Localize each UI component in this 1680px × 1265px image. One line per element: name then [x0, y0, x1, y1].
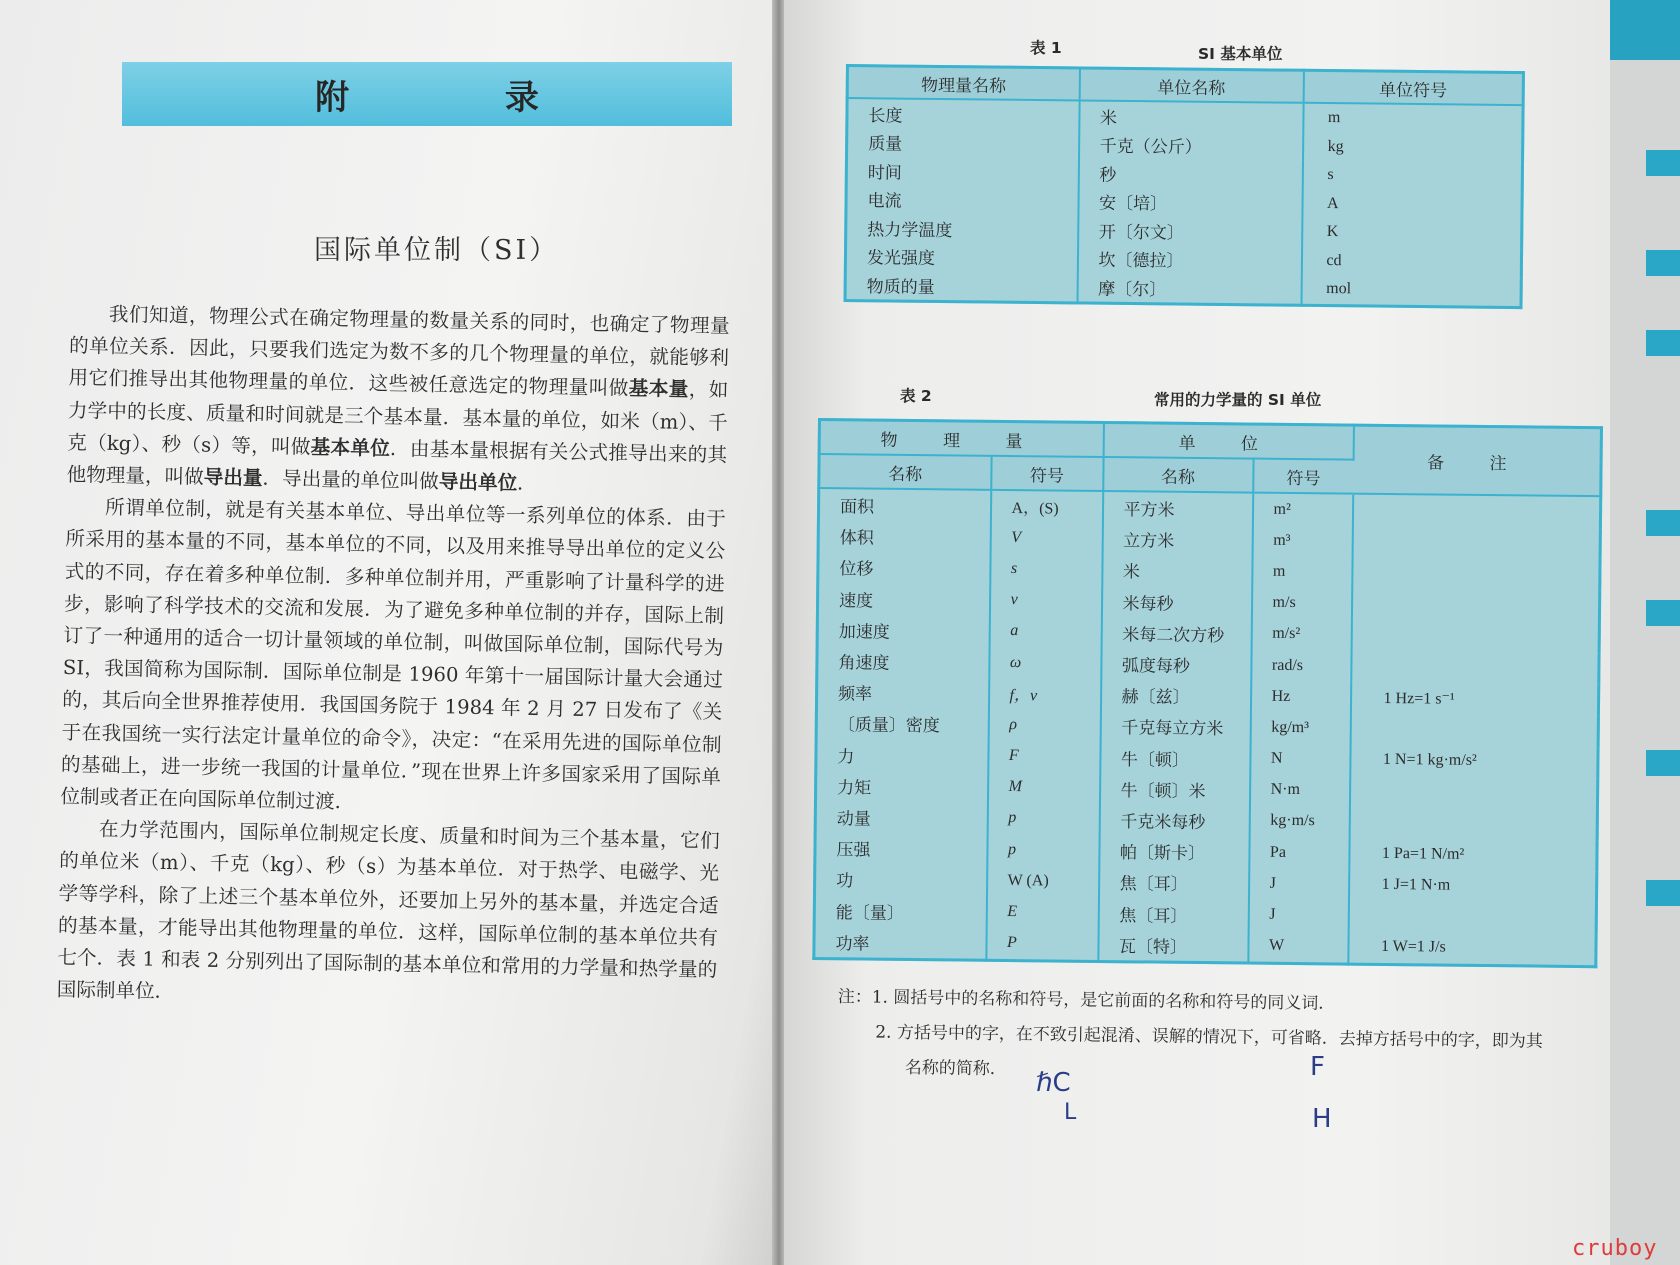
quantity-symbol-cell: A，(S)	[990, 490, 1102, 523]
quantity-name-cell: 发光强度	[845, 242, 1077, 273]
quantity-name-cell: 物质的量	[845, 270, 1077, 302]
unit-symbol-cell: rad/s	[1251, 649, 1351, 681]
remark-cell: 1 W=1 J/s	[1380, 938, 1446, 956]
quantity-symbol-cell: E	[986, 896, 1098, 928]
unit-symbol-cell: K	[1326, 223, 1339, 241]
quantity-symbol-cell: ω	[989, 647, 1101, 679]
unit-name-cell: 米	[1079, 100, 1303, 132]
unit-symbol-cell: s	[1327, 166, 1334, 184]
appendix-banner	[122, 62, 732, 126]
remark-cell: 1 N=1 kg·m/s²	[1382, 751, 1477, 770]
quantity-name-cell: 〔质量〕密度	[816, 707, 988, 740]
remark-cell	[1352, 494, 1600, 529]
table1-header: 单位名称	[1079, 68, 1303, 103]
unit-name-cell: 坎〔德拉〕	[1077, 244, 1301, 275]
unit-name-cell: 摩〔尔〕	[1077, 272, 1301, 304]
table2-group-header: 物 理 量	[819, 420, 1103, 457]
remark-cell: 1 J=1 N·m	[1381, 875, 1451, 894]
quantity-name-cell: 力	[816, 738, 988, 771]
unit-name-cell: 米每秒	[1101, 586, 1251, 619]
quantity-name-cell: 功	[815, 863, 987, 896]
text-run: ，如力学中的长度、质量和时间就是三个基本量．基本量的单位，如米（m）、千克（kg）、秒（s）等，叫做	[67, 378, 729, 459]
unit-name-cell: 帕〔斯卡〕	[1099, 835, 1249, 868]
quantity-symbol-cell: p	[987, 834, 1099, 866]
paragraph-1	[66, 298, 730, 504]
watermark: cruboy	[1572, 1236, 1658, 1261]
edge-tab	[1646, 250, 1680, 276]
table2-row	[814, 926, 1596, 967]
quantity-symbol-cell: P	[986, 927, 1098, 961]
table-notes	[837, 980, 1618, 1096]
unit-name-cell: 千克（公斤）	[1079, 130, 1303, 161]
remark-cell: 1 Hz=1 s⁻¹	[1383, 689, 1455, 708]
text-run: ．由基本量根据有关公式推导出来的其他物理量，叫做	[66, 436, 728, 489]
table2-label: 表 2	[900, 387, 932, 405]
edge-tab	[1646, 510, 1680, 536]
section-title: 国际单位制（SI）	[314, 235, 560, 266]
unit-symbol-cell: W	[1248, 930, 1348, 964]
quantity-name-cell: 热力学温度	[846, 213, 1078, 244]
quantity-symbol-cell: p	[987, 803, 1099, 835]
note-2-continued: 名称的简称．	[904, 1057, 1007, 1080]
left-page	[0, 0, 778, 1265]
table1-header: 物理量名称	[847, 66, 1079, 101]
quantity-name-cell: 电流	[846, 185, 1078, 216]
handwritten-mark: L	[1064, 1100, 1077, 1125]
table1	[844, 64, 1525, 309]
unit-symbol-cell: m²	[1252, 493, 1352, 526]
quantity-name-cell: 体积	[818, 520, 990, 553]
unit-symbol-cell: m³	[1252, 525, 1352, 557]
table1-row	[845, 270, 1521, 307]
unit-symbol-cell: J	[1248, 899, 1348, 931]
remark-cell	[1348, 900, 1596, 934]
edge-tab	[1646, 330, 1680, 356]
quantity-name-cell: 频率	[816, 676, 988, 709]
unit-name-cell: 瓦〔特〕	[1098, 929, 1248, 963]
quantity-name-cell: 功率	[814, 926, 986, 960]
remark-cell	[1351, 588, 1599, 622]
table1-title: SI 基本单位	[1198, 45, 1283, 63]
quantity-name-cell: 动量	[815, 801, 987, 834]
quantity-name-cell: 速度	[817, 583, 989, 616]
remark-cell	[1352, 557, 1600, 591]
unit-symbol-cell: kg·m/s	[1249, 805, 1349, 837]
unit-name-cell: 千克米每秒	[1099, 804, 1249, 837]
unit-symbol-cell: kg/m³	[1250, 712, 1350, 744]
quantity-name-cell: 长度	[847, 98, 1079, 130]
quantity-name-cell: 加速度	[817, 614, 989, 647]
table2-sub-header: 符号	[991, 456, 1103, 491]
unit-name-cell: 焦〔耳〕	[1098, 897, 1248, 930]
body-text	[56, 298, 729, 1019]
unit-symbol-cell: m/s²	[1251, 618, 1351, 650]
remark-cell	[1349, 806, 1597, 840]
table1-label: 表 1	[1030, 39, 1062, 57]
remark-cell	[1351, 651, 1599, 685]
note-1: 注：1. 圆括号中的名称和符号，是它前面的名称和符号的同义词．	[837, 986, 1336, 1014]
unit-name-cell: 焦〔耳〕	[1098, 866, 1248, 899]
quantity-symbol-cell: v	[989, 584, 1101, 616]
quantity-symbol-cell: W (A)	[987, 865, 1099, 897]
table2-sub-header: 名称	[819, 454, 991, 490]
unit-symbol-cell: m/s	[1251, 587, 1351, 619]
quantity-name-cell: 位移	[818, 551, 990, 584]
text-run: ．	[516, 471, 537, 496]
unit-symbol-cell: A	[1326, 194, 1339, 212]
paragraph-3: 在力学范围内，国际单位制规定长度、质量和时间为三个基本量，它们的单位米（m）、千克（kg）、秒（s）为基本单位．对于热学、电磁学、光学等学科，除了上述三个基本单位外，还要加上另外的基本量，并选定合适的基本量，才能导出其他物理量的单位．这样，国际单位制的基本单位共有七个．表 1 和表 2 分别列出了国际制的基本单位和常用的力学量和热学量的国际制单位．	[56, 817, 720, 1004]
quantity-name-cell: 时间	[846, 156, 1078, 187]
edge-tab	[1646, 600, 1680, 626]
unit-name-cell: 安〔培〕	[1078, 187, 1302, 218]
unit-name-cell: 开〔尔文〕	[1078, 215, 1302, 246]
unit-name-cell: 立方米	[1102, 523, 1252, 556]
unit-symbol-cell: N·m	[1249, 774, 1349, 806]
unit-name-cell: 千克每立方米	[1100, 710, 1250, 743]
quantity-symbol-cell: a	[989, 616, 1101, 648]
edge-tab	[1646, 150, 1680, 176]
edge-tab	[1646, 880, 1680, 906]
quantity-name-cell: 角速度	[817, 645, 989, 678]
quantity-name-cell: 力矩	[815, 770, 987, 803]
quantity-symbol-cell: f，ν	[988, 678, 1100, 710]
paragraph-2: 所谓单位制，就是有关基本单位、导出单位等一系列单位的体系．由于所采用的基本量的不同，基本单位的不同，以及用来推导导出单位的定义公式的不同，存在着多种单位制．多种单位制并用，严重影响了计量科学的进步，影响了科学技术的交流和发展．为了避免多种单位制的并存，国际上制订了一种通用的适合一切计量领域的单位制，叫做国际单位制，国际代号为 SI，我国简称为国际制．国际单位制是 1960 年第十一届国际计量大会通过的，其后向全世界推荐使用．我国国务院于 1984 年 2 月 27 日发布了《关于在我国统一实行法定计量单位的命令》，决定：“在采用先进的国际单位制的基础上，进一步统一我国的计量单位．”现在世界上许多国家采用了国际单位制或者正在向国际单位制过渡．	[60, 495, 727, 814]
table1-header: 单位符号	[1303, 70, 1523, 105]
remark-cell	[1352, 526, 1600, 560]
handwritten-mark: H	[1312, 1104, 1332, 1134]
table2	[812, 418, 1603, 968]
table2-title: 常用的力学量的 SI 单位	[1154, 391, 1322, 409]
unit-symbol-cell: m	[1327, 109, 1341, 127]
unit-symbol-cell: Pa	[1249, 837, 1349, 869]
remark-cell	[1349, 775, 1597, 809]
unit-name-cell: 米	[1102, 554, 1252, 587]
unit-symbol-cell: J	[1248, 868, 1348, 900]
quantity-name-cell: 面积	[818, 488, 990, 522]
unit-symbol-cell: m	[1252, 556, 1352, 588]
handwritten-mark: F	[1310, 1052, 1325, 1082]
text-run: 我们知道，物理公式在确定物理量的数量关系的同时，也确定了物理量的单位关系．因此，只要我们选定为数不多的几个物理量的单位，就能够利用它们推导出其他物理量的单位．这些被任意选定的物理量叫做	[68, 302, 730, 401]
unit-name-cell: 牛〔顿〕	[1100, 741, 1250, 774]
quantity-symbol-cell: F	[988, 740, 1100, 772]
term-base-quantity: 基本量	[628, 377, 689, 402]
edge-tab	[1646, 750, 1680, 776]
unit-symbol-cell: cd	[1326, 251, 1342, 269]
quantity-symbol-cell: V	[990, 522, 1102, 554]
quantity-symbol-cell: s	[990, 553, 1102, 585]
note-2: 2. 方括号中的字，在不致引起混淆、误解的情况下，可省略．去掉方括号中的字，即为其	[875, 1022, 1543, 1052]
unit-symbol-cell: mol	[1326, 280, 1352, 298]
quantity-name-cell: 质量	[847, 128, 1079, 159]
unit-name-cell: 秒	[1078, 158, 1302, 189]
term-base-unit: 基本单位	[310, 435, 391, 460]
remark-cell	[1351, 619, 1599, 653]
term-derived-unit: 导出单位	[438, 470, 518, 495]
table2-group-header: 单 位	[1103, 422, 1353, 459]
text-run: ．导出量的单位叫做	[262, 466, 440, 494]
unit-name-cell: 赫〔兹〕	[1100, 679, 1250, 712]
next-page-edge	[1610, 0, 1680, 1265]
unit-name-cell: 牛〔顿〕米	[1099, 773, 1249, 806]
table2-sub-header: 名称	[1103, 457, 1253, 493]
unit-name-cell: 平方米	[1102, 491, 1252, 525]
remark-cell: 1 Pa=1 N/m²	[1381, 844, 1465, 863]
appendix-title: 附 录	[315, 77, 611, 118]
remark-cell	[1350, 713, 1598, 747]
unit-name-cell: 弧度每秒	[1101, 648, 1251, 681]
term-derived-quantity: 导出量	[203, 465, 263, 490]
unit-symbol-cell: Hz	[1250, 681, 1350, 713]
quantity-symbol-cell: M	[987, 771, 1099, 803]
quantity-symbol-cell: ρ	[988, 709, 1100, 741]
unit-name-cell: 米每二次方秒	[1101, 617, 1251, 650]
table2-remarks-header: 备 注	[1353, 425, 1602, 496]
unit-symbol-cell: N	[1250, 743, 1350, 775]
table2-sub-header: 符号	[1253, 459, 1353, 494]
quantity-name-cell: 能〔量〕	[814, 894, 986, 927]
quantity-name-cell: 压强	[815, 832, 987, 865]
handwritten-mark: ℏC	[1036, 1068, 1071, 1098]
edge-color-block	[1610, 0, 1680, 60]
unit-symbol-cell: kg	[1327, 137, 1344, 155]
